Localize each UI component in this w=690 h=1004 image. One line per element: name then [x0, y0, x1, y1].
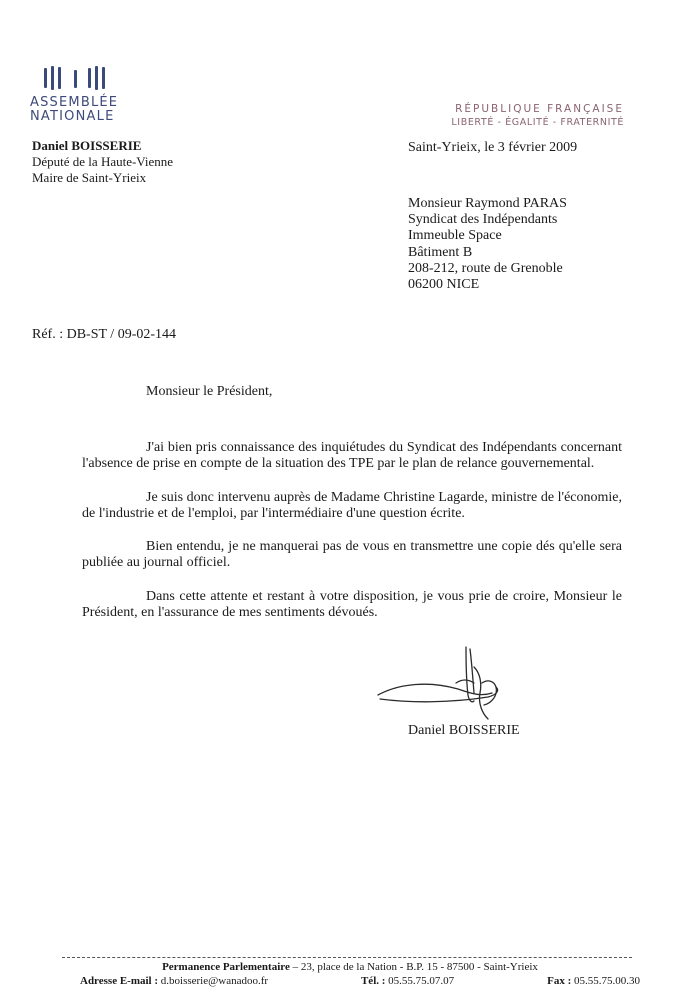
recipient-line: 208-212, route de Grenoble [408, 260, 563, 276]
footer-email: Adresse E-mail : d.boisserie@wanadoo.fr [80, 975, 269, 987]
permanence-address: – 23, place de la Nation - B.P. 15 - 87500 - Saint-Yrieix [292, 961, 538, 973]
paragraph: Je suis donc intervenu auprès de Madame Christine Lagarde, ministre de l'économie, de l'industrie et de l'emploi, par l'intermédiaire d'une question écrite. [82, 489, 622, 521]
republique-title: RÉPUBLIQUE FRANÇAISE [455, 103, 624, 115]
footer-phone: Tél. : 05.55.75.07.07 [360, 975, 455, 987]
republique-francaise-header [451, 102, 624, 130]
recipient-line: Immeuble Space [408, 228, 502, 244]
footer-divider [62, 957, 632, 958]
dateline: Saint-Yrieix, le 3 février 2009 [408, 140, 578, 155]
footer-contact-row [60, 974, 640, 988]
recipient-line: 06200 NICE [408, 277, 480, 293]
republique-motto: LIBERTÉ - ÉGALITÉ - FRATERNITÉ [451, 117, 624, 128]
signed-name: Daniel BOISSERIE [408, 723, 520, 738]
recipient-line: Bâtiment B [408, 244, 473, 260]
reference: Réf. : DB-ST / 09-02-144 [32, 327, 177, 342]
paragraph: Dans cette attente et restant à votre disposition, je vous prie de croire, Monsieur le Président, en l'assurance de mes sentiments dévoués. [82, 588, 622, 621]
recipient-address [408, 196, 567, 293]
footer-address-row [60, 960, 640, 974]
letter-body [82, 440, 622, 638]
handwritten-signature-icon [370, 643, 540, 723]
salutation: Monsieur le Président, [146, 384, 273, 399]
sender-role: Maire de Saint-Yrieix [32, 170, 147, 185]
footer-fax: Fax : 05.55.75.00.30 [547, 975, 640, 987]
recipient-line: Syndicat des Indépendants [408, 212, 558, 228]
sender-block [32, 138, 173, 186]
permanence-label: Permanence Parlementaire [162, 961, 290, 973]
logo-text: ASSEMBLÉE NATIONALE [30, 95, 119, 124]
sender-role: Député de la Haute-Vienne [32, 154, 174, 169]
sender-name: Daniel BOISSERIE [32, 138, 142, 153]
paragraph: J'ai bien pris connaissance des inquiétudes du Syndicat des Indépendants concernant l'absence de prise en compte de la situation des TPE par le plan de relance gouvernemental. [82, 440, 622, 472]
logo-bars-icon [44, 64, 124, 90]
footer [60, 960, 640, 988]
recipient-line: Monsieur Raymond PARAS [408, 196, 567, 211]
paragraph: Bien entendu, je ne manquerai pas de vous en transmettre une copie dés qu'elle sera publiée au journal officiel. [82, 539, 622, 571]
